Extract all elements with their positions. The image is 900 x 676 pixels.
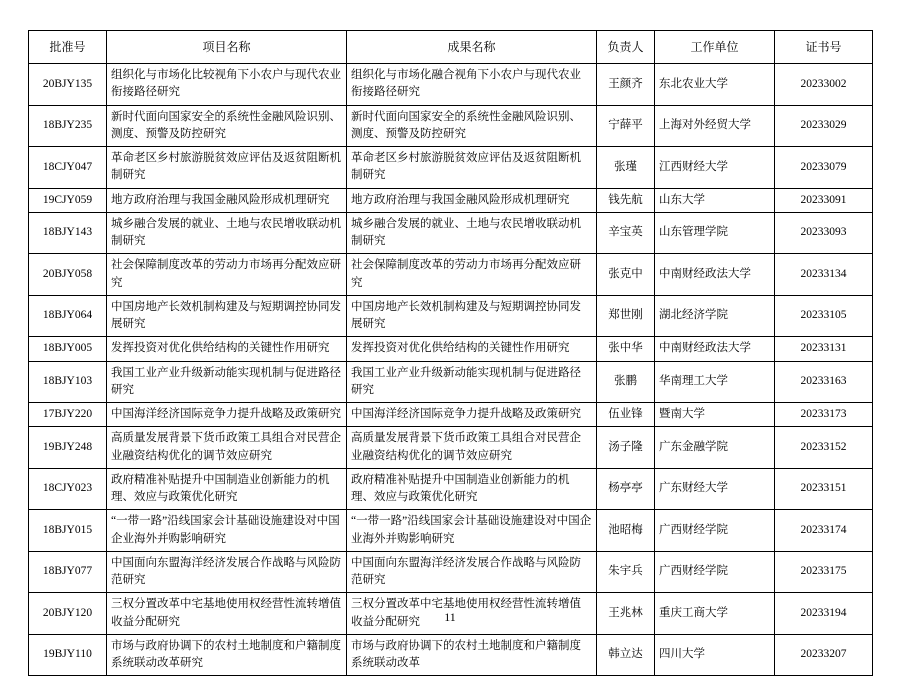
cell-certificate-number: 20233173	[775, 403, 873, 427]
cell-work-unit: 华南理工大学	[655, 361, 775, 403]
cell-certificate-number: 20233134	[775, 254, 873, 296]
cell-certificate-number: 20233175	[775, 551, 873, 593]
cell-leader: 辛宝英	[597, 212, 655, 254]
table-row	[29, 427, 873, 469]
cell-project-name: 高质量发展背景下货币政策工具组合对民营企业融资结构优化的调节效应研究	[107, 427, 347, 469]
column-header-leader: 负责人	[597, 31, 655, 64]
cell-certificate-number: 20233163	[775, 361, 873, 403]
table-header-row	[29, 31, 873, 64]
cell-result-name: 地方政府治理与我国金融风险形成机理研究	[347, 188, 597, 212]
cell-leader: 王颜齐	[597, 64, 655, 106]
cell-project-name: 新时代面向国家安全的系统性金融风险识别、测度、预警及防控研究	[107, 105, 347, 147]
column-header-approval-number: 批准号	[29, 31, 107, 64]
table-row	[29, 105, 873, 147]
cell-project-name: 政府精准补贴提升中国制造业创新能力的机理、效应与政策优化研究	[107, 468, 347, 510]
table-row	[29, 188, 873, 212]
cell-result-name: 发挥投资对优化供给结构的关键性作用研究	[347, 337, 597, 361]
cell-approval-number: 18BJY103	[29, 361, 107, 403]
cell-work-unit: 山东大学	[655, 188, 775, 212]
cell-certificate-number: 20233079	[775, 147, 873, 189]
cell-project-name: 地方政府治理与我国金融风险形成机理研究	[107, 188, 347, 212]
cell-project-name: 组织化与市场化比较视角下小农户与现代农业衔接路径研究	[107, 64, 347, 106]
cell-result-name: 中国房地产长效机制构建及与短期调控协同发展研究	[347, 295, 597, 337]
cell-project-name: 三权分置改革中宅基地使用权经营性流转增值收益分配研究	[107, 593, 347, 635]
cell-approval-number: 20BJY135	[29, 64, 107, 106]
cell-leader: 杨亭亭	[597, 468, 655, 510]
cell-leader: 张克中	[597, 254, 655, 296]
cell-leader: 朱宇兵	[597, 551, 655, 593]
cell-project-name: 中国面向东盟海洋经济发展合作战略与风险防范研究	[107, 551, 347, 593]
cell-work-unit: 山东管理学院	[655, 212, 775, 254]
cell-result-name: 新时代面向国家安全的系统性金融风险识别、测度、预警及防控研究	[347, 105, 597, 147]
table-row	[29, 337, 873, 361]
cell-approval-number: 17BJY220	[29, 403, 107, 427]
table-row	[29, 403, 873, 427]
cell-work-unit: 重庆工商大学	[655, 593, 775, 635]
cell-approval-number: 20BJY058	[29, 254, 107, 296]
cell-result-name: 我国工业产业升级新动能实现机制与促进路径研究	[347, 361, 597, 403]
cell-project-name: 革命老区乡村旅游脱贫效应评估及返贫阻断机制研究	[107, 147, 347, 189]
cell-approval-number: 18BJY235	[29, 105, 107, 147]
cell-certificate-number: 20233105	[775, 295, 873, 337]
table-row	[29, 254, 873, 296]
cell-certificate-number: 20233091	[775, 188, 873, 212]
cell-approval-number: 20BJY120	[29, 593, 107, 635]
cell-work-unit: 暨南大学	[655, 403, 775, 427]
cell-leader: 郑世刚	[597, 295, 655, 337]
table-row	[29, 468, 873, 510]
cell-result-name: “一带一路”沿线国家会计基础设施建设对中国企业海外并购影响研究	[347, 510, 597, 552]
cell-result-name: 政府精准补贴提升中国制造业创新能力的机理、效应与政策优化研究	[347, 468, 597, 510]
cell-certificate-number: 20233151	[775, 468, 873, 510]
table-body	[29, 64, 873, 676]
table-row	[29, 147, 873, 189]
cell-approval-number: 18BJY064	[29, 295, 107, 337]
cell-leader: 韩立达	[597, 634, 655, 676]
cell-leader: 宁薛平	[597, 105, 655, 147]
cell-approval-number: 18CJY023	[29, 468, 107, 510]
cell-result-name: 三权分置改革中宅基地使用权经营性流转增值收益分配研究	[347, 593, 597, 635]
cell-approval-number: 18BJY077	[29, 551, 107, 593]
cell-certificate-number: 20233194	[775, 593, 873, 635]
cell-certificate-number: 20233093	[775, 212, 873, 254]
cell-project-name: 市场与政府协调下的农村土地制度和户籍制度系统联动改革研究	[107, 634, 347, 676]
cell-leader: 张鹏	[597, 361, 655, 403]
cell-project-name: 中国海洋经济国际竞争力提升战略及政策研究	[107, 403, 347, 427]
cell-work-unit: 广西财经学院	[655, 510, 775, 552]
cell-project-name: 发挥投资对优化供给结构的关键性作用研究	[107, 337, 347, 361]
cell-work-unit: 东北农业大学	[655, 64, 775, 106]
cell-work-unit: 四川大学	[655, 634, 775, 676]
cell-leader: 汤子隆	[597, 427, 655, 469]
cell-leader: 伍业锋	[597, 403, 655, 427]
cell-work-unit: 中南财经政法大学	[655, 254, 775, 296]
cell-approval-number: 19BJY248	[29, 427, 107, 469]
table-row	[29, 295, 873, 337]
cell-certificate-number: 20233174	[775, 510, 873, 552]
table-row	[29, 212, 873, 254]
cell-certificate-number: 20233131	[775, 337, 873, 361]
cell-project-name: 我国工业产业升级新动能实现机制与促进路径研究	[107, 361, 347, 403]
cell-approval-number: 19BJY110	[29, 634, 107, 676]
table-row	[29, 64, 873, 106]
table-row	[29, 634, 873, 676]
cell-work-unit: 上海对外经贸大学	[655, 105, 775, 147]
cell-work-unit: 江西财经大学	[655, 147, 775, 189]
cell-approval-number: 19CJY059	[29, 188, 107, 212]
cell-work-unit: 广西财经学院	[655, 551, 775, 593]
cell-leader: 张瑾	[597, 147, 655, 189]
cell-approval-number: 18BJY005	[29, 337, 107, 361]
cell-approval-number: 18BJY015	[29, 510, 107, 552]
cell-project-name: 城乡融合发展的就业、土地与农民增收联动机制研究	[107, 212, 347, 254]
table-row	[29, 510, 873, 552]
cell-leader: 张中华	[597, 337, 655, 361]
page-number: 11	[444, 610, 456, 624]
cell-result-name: 高质量发展背景下货币政策工具组合对民营企业融资结构优化的调节效应研究	[347, 427, 597, 469]
cell-project-name: 社会保障制度改革的劳动力市场再分配效应研究	[107, 254, 347, 296]
column-header-result-name: 成果名称	[347, 31, 597, 64]
column-header-work-unit: 工作单位	[655, 31, 775, 64]
cell-certificate-number: 20233002	[775, 64, 873, 106]
cell-project-name: 中国房地产长效机制构建及与短期调控协同发展研究	[107, 295, 347, 337]
cell-leader: 钱先航	[597, 188, 655, 212]
cell-result-name: 市场与政府协调下的农村土地制度和户籍制度系统联动改革	[347, 634, 597, 676]
cell-result-name: 革命老区乡村旅游脱贫效应评估及返贫阻断机制研究	[347, 147, 597, 189]
cell-certificate-number: 20233207	[775, 634, 873, 676]
cell-leader: 池昭梅	[597, 510, 655, 552]
cell-work-unit: 中南财经政法大学	[655, 337, 775, 361]
cell-certificate-number: 20233152	[775, 427, 873, 469]
cell-result-name: 社会保障制度改革的劳动力市场再分配效应研究	[347, 254, 597, 296]
cell-result-name: 组织化与市场化融合视角下小农户与现代农业衔接路径研究	[347, 64, 597, 106]
cell-result-name: 中国面向东盟海洋经济发展合作战略与风险防范研究	[347, 551, 597, 593]
cell-work-unit: 广东金融学院	[655, 427, 775, 469]
cell-leader: 王兆林	[597, 593, 655, 635]
column-header-certificate-number: 证书号	[775, 31, 873, 64]
cell-approval-number: 18BJY143	[29, 212, 107, 254]
grant-results-table	[28, 30, 873, 676]
cell-work-unit: 湖北经济学院	[655, 295, 775, 337]
cell-project-name: “一带一路”沿线国家会计基础设施建设对中国企业海外并购影响研究	[107, 510, 347, 552]
cell-work-unit: 广东财经大学	[655, 468, 775, 510]
cell-approval-number: 18CJY047	[29, 147, 107, 189]
cell-result-name: 城乡融合发展的就业、土地与农民增收联动机制研究	[347, 212, 597, 254]
column-header-project-name: 项目名称	[107, 31, 347, 64]
cell-result-name: 中国海洋经济国际竞争力提升战略及政策研究	[347, 403, 597, 427]
table-row	[29, 551, 873, 593]
cell-certificate-number: 20233029	[775, 105, 873, 147]
table-row	[29, 361, 873, 403]
